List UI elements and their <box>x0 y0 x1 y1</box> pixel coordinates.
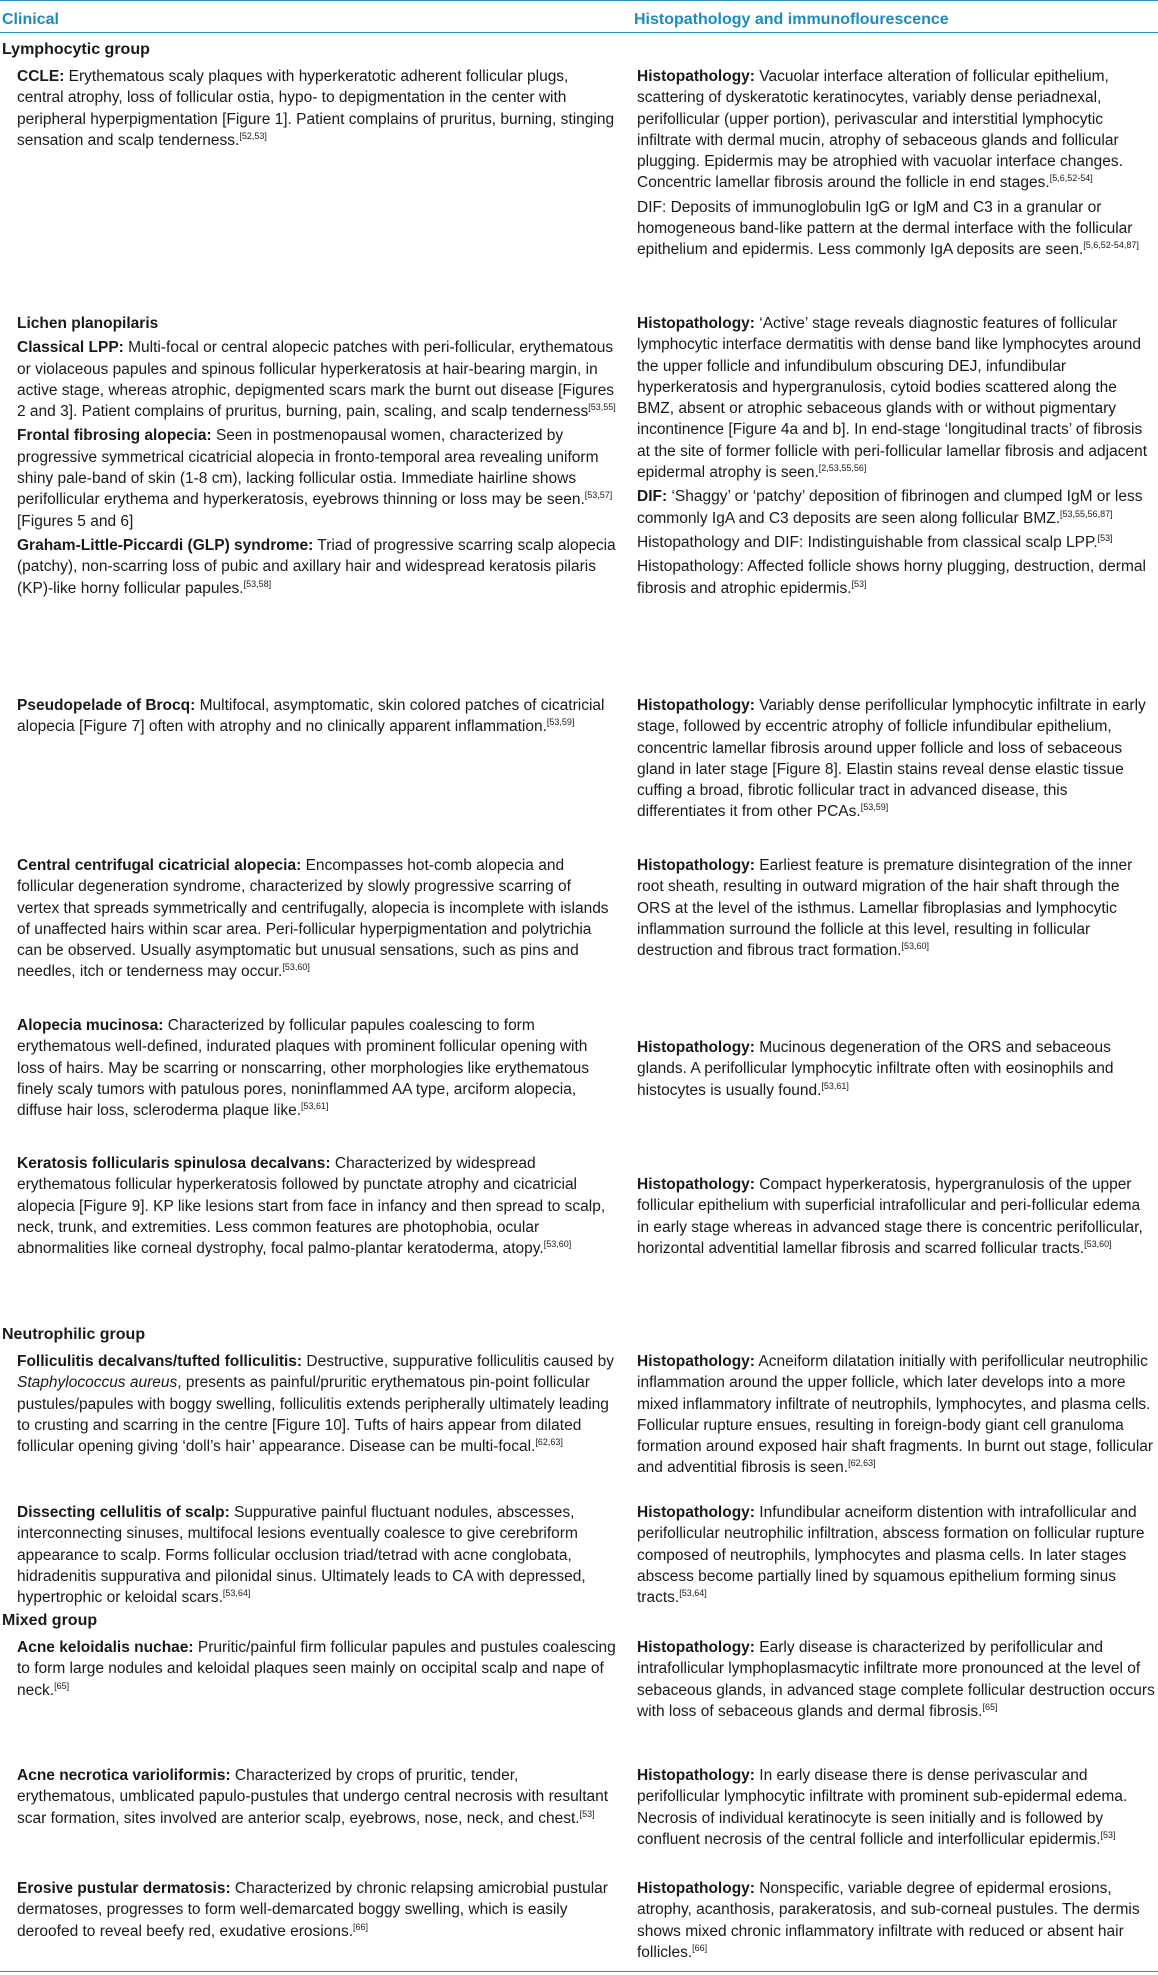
clinical-paragraph <box>17 1502 617 1608</box>
citation-ref: [53,58] <box>243 578 272 589</box>
term-label: Erosive pustular dermatosis: <box>17 1880 231 1897</box>
term-label: CCLE: <box>17 68 65 85</box>
histo-paragraph <box>637 1878 1156 1963</box>
row-dissecting-cellulitis-histo <box>637 1502 1156 1608</box>
row-ccle-clinical <box>17 66 617 151</box>
histo-paragraph <box>637 197 1156 261</box>
term-label: Acne necrotica varioliformis: <box>17 1767 231 1784</box>
clinical-paragraph <box>17 425 617 531</box>
row-akn-histo <box>637 1637 1156 1722</box>
description-text: Acneiform dilatation initially with perifollicular neutrophilic inflammation around the upper follicle, which later develops into a more mixed inflammatory infiltrate of neutrophils, lymphocytes, and plasma cells. Follicular rupture ensues, resulting in foreign-body giant cell granuloma formation around exposed hair shaft fragments. In burnt out stage, follicular and adventitial fibrosis is seen. <box>637 1353 1154 1477</box>
description-text: Characterized by crops of pruritic, tender, erythematous, umblicated papulo-pustules that undergo central necrosis with resultant scar formation, sites involved are anterior scalp, eyebrows, nose, neck, and chest. <box>17 1767 609 1827</box>
citation-ref: [65] <box>982 1701 998 1712</box>
histo-paragraph <box>637 1037 1156 1101</box>
row-alopecia-mucinosa-clinical <box>17 1015 617 1121</box>
histo-paragraph <box>637 1502 1156 1608</box>
row-lpp-clinical <box>17 313 617 599</box>
clinical-paragraph <box>17 1637 617 1701</box>
row-kfsd-histo <box>637 1174 1156 1259</box>
term-label: Histopathology: <box>637 1353 755 1370</box>
histo-paragraph <box>637 1637 1156 1722</box>
description-text: Compact hyperkeratosis, hypergranulosis of the upper follicular epithelium with superficial intrafollicular and peri-follicular edema in early stage whereas in advanced stage there is concentric perifollicular, horizontal adventitial lamellar fibrosis and scarred follicular tracts. <box>637 1176 1143 1257</box>
histo-paragraph <box>637 1765 1156 1850</box>
term-label: Pseudopelade of Brocq: <box>17 697 196 714</box>
clinical-paragraph <box>17 535 617 599</box>
description-text: Characterized by chronic relapsing amicrobial pustular dermatoses, progresses to form well-demarcated boggy swelling, which is easily deroofed to reveal beefy red, exudative erosions. <box>17 1880 608 1940</box>
term-label: Central centrifugal cicatricial alopecia: <box>17 857 302 874</box>
citation-ref: [53] <box>579 1808 595 1819</box>
group-heading-neutrophilic: Neutrophilic group <box>2 1326 146 1343</box>
row-pseudopelade-histo <box>637 695 1156 823</box>
row-folliculitis-decalvans-clinical <box>17 1351 617 1457</box>
term-label: Folliculitis decalvans/tufted folliculitis: <box>17 1353 303 1370</box>
term-label: Histopathology: <box>637 1639 755 1656</box>
clinical-paragraph <box>17 1153 617 1259</box>
histo-paragraph <box>637 1174 1156 1259</box>
citation-ref: [53,64] <box>679 1588 707 1599</box>
clinical-paragraph <box>17 1015 617 1121</box>
citation-ref: [52,53] <box>239 130 267 141</box>
citation-ref: [53,61] <box>301 1101 329 1112</box>
table-bottom-rule <box>0 1971 1158 1972</box>
citation-ref: [53,55] <box>588 402 616 413</box>
description-text: Histopathology and DIF: Indistinguishable from classical scalp LPP. <box>637 533 1098 551</box>
description-text: Pruritic/painful firm follicular papules and pustules coalescing to form large nodules and keloidal plaques seen mainly on occipital scalp and nape of neck. <box>17 1639 616 1699</box>
citation-ref: [5,6,52-54] <box>1049 173 1093 184</box>
description-text: In early disease there is dense perivascular and perifollicular lymphocytic infiltrate with prominent sub-epidermal edema. Necrosis of individual keratinocyte is seen initially and is followed by confluent necrosis of the central follicle and interfollicular epidermis. <box>637 1767 1128 1848</box>
citation-ref: [65] <box>54 1680 70 1691</box>
term-label: Histopathology: <box>637 1880 755 1897</box>
row-cccа-clinical <box>17 855 617 983</box>
clinical-paragraph <box>17 1351 617 1457</box>
description-text: , presents as painful/pruritic erythematous pin-point follicular pustules/papules with boggy swelling, folliculitis extends peripherally ultimately leading to crusting and scarring in the centre [Figure 10]. Tufts of hairs appear from dilated follicular opening giving ‘doll’s hair’ appearance. Disease can be multi-focal. <box>17 1374 609 1456</box>
citation-ref: [5,6,52-54,87] <box>1083 240 1139 251</box>
description-text: Seen in postmenopausal women, characterized by progressive symmetrical cicatricial alopecia in fronto-temporal area revealing uniform shiny pale-band of skin (1-8 cm), lacking follicular ostia. Immediate hairline shows perifollicular erythema and hyperkeratosis, eyebrows thinning or loss may be seen. <box>17 427 599 509</box>
citation-ref: [53,61] <box>821 1080 849 1091</box>
citation-ref: [53,59] <box>546 717 575 728</box>
histo-paragraph <box>637 695 1156 823</box>
description-text: Mucinous degeneration of the ORS and sebaceous glands. A perifollicular lymphocytic infiltrate often with eosinophils and histocytes is usually found. <box>637 1039 1114 1099</box>
term-label: Graham-Little-Piccardi (GLP) syndrome: <box>17 536 314 554</box>
term-label: Histopathology: <box>637 1176 755 1193</box>
row-folliculitis-decalvans-histo <box>637 1351 1156 1479</box>
term-label: Histopathology: <box>637 697 755 714</box>
organism-name: Staphylococcus aureus <box>17 1374 178 1392</box>
col-header-clinical: Clinical <box>2 11 59 28</box>
citation-ref: [53] <box>851 578 867 589</box>
histo-paragraph <box>637 313 1156 483</box>
description-text: Erythematous scaly plaques with hyperkeratotic adherent follicular plugs, central atrophy, loss of follicular ostia, hypo- to depigmentation in the center with peripheral hyperpigmentation [Figure 1]. Patient complains of pruritus, burning, stinging sensation and scalp tenderness. <box>17 68 615 149</box>
term-label: Lichen planopilaris <box>17 315 159 332</box>
description-text: Triad of progressive scarring scalp alopecia (patchy), non-scarring loss of pubic and axillary hair and widespread keratosis pilaris (KP)-like horny follicular papules. <box>17 536 616 597</box>
term-label: Histopathology: <box>637 68 755 85</box>
term-label: Keratosis follicularis spinulosa decalvans: <box>17 1155 331 1172</box>
group-heading-mixed: Mixed group <box>2 1612 98 1629</box>
citation-ref: [53,59] <box>860 802 889 813</box>
description-text: ‘Active’ stage reveals diagnostic features of follicular lymphocytic interface dermatitis with dense band like lymphocytes around the upper follicle and infundibulum obscuring DEJ, infundibular hyperkeratosis and hypergranulosis, cytoid bodies scattered along the BMZ, absent or atrophic sebaceous glands with or without pigmentary incontinence [Figure 4a and b]. In end-stage ‘longitudinal tracts’ of fibrosis at the site of former follicle with peri-follicular lamellar fibrosis and adjacent epidermal atrophy is seen. <box>637 315 1147 482</box>
citation-ref: [2,53,55,56] <box>818 462 867 473</box>
figure-ref: [Figures 5 and 6] <box>17 512 134 530</box>
description-text: Vacuolar interface alteration of follicular epithelium, scattering of dyskeratotic keratinocytes, variably dense periadnexal, perifollicular (upper portion), perivascular and interstitial lymphocytic infiltrate with dermal mucin, atrophy of sebaceous glands and follicular plugging. Epidermis may be atrophied with vacuolar interface changes. Concentric lamellar fibrosis around the follicle in end stages. <box>637 68 1123 192</box>
description-text: Characterized by follicular papules coalescing to form erythematous well-defined, indurated plaques with prominent follicular opening with loss of hairs. May be scarring or nonscarring, other morphologies like erythematous finely scaly tumors with patulous pores, noninflammed AA type, arciform alopecia, diffuse hair loss, scleroderma plaque like. <box>17 1017 590 1120</box>
description-text: Encompasses hot-comb alopecia and follicular degeneration syndrome, characterized by slowly progressive scarring of vertex that spreads symmetrically and centrifugally, alopecia is incomplete with islands of unaffected hairs within scar area. Peri-follicular hyperpigmentation and polytrichia can be observed. Usually asymptomatic but unusual sensations, such as pins and needles, itch or tenderness may occur. <box>17 857 609 981</box>
clinical-paragraph <box>17 337 617 422</box>
term-label: Classical LPP: <box>17 339 124 357</box>
term-label: DIF: <box>637 488 668 506</box>
row-akn-clinical <box>17 1637 617 1701</box>
clinical-paragraph <box>17 695 617 738</box>
citation-ref: [53,57] <box>584 490 613 501</box>
term-label: Acne keloidalis nuchae: <box>17 1639 194 1656</box>
description-text: Multifocal, asymptomatic, skin colored patches of cicatricial alopecia [Figure 7] often with atrophy and no clinically apparent inflammation. <box>17 697 605 736</box>
table-header <box>0 0 1158 33</box>
col-header-histopathology: Histopathology and immunoflourescence <box>634 11 949 28</box>
histo-paragraph <box>637 486 1156 529</box>
citation-ref: [53,55,56,87] <box>1060 508 1113 519</box>
clinical-paragraph <box>17 1878 617 1942</box>
description-text: Suppurative painful fluctuant nodules, abscesses, interconnecting sinuses, multifocal lesions eventually coalesce to give cerebriform appearance to scalp. Forms follicular occlusion triad/tetrad with acne conglobata, hidradenitis suppurativa and pilonidal sinus. Ultimately leads to CA with depressed, hypertrophic or keloidal scars. <box>17 1504 586 1607</box>
citation-ref: [53,60] <box>282 962 310 973</box>
citation-ref: [53,60] <box>901 941 930 952</box>
row-anv-clinical <box>17 1765 617 1829</box>
term-label: Histopathology: <box>637 1039 755 1056</box>
group-heading-lymphocytic: Lymphocytic group <box>2 41 150 58</box>
term-label: Dissecting cellulitis of scalp: <box>17 1504 230 1521</box>
description-text: Histopathology: Affected follicle shows horny plugging, destruction, dermal fibrosis and atrophic epidermis. <box>637 558 1146 597</box>
citation-ref: [53,60] <box>543 1239 572 1250</box>
description-text: Early disease is characterized by perifollicular and intrafollicular lymphoplasmacytic infiltrate more pronounced at the level of sebaceous glands, in advanced stage complete follicular destruction occurs with loss of sebaceous glands and dermal fibrosis. <box>637 1639 1155 1720</box>
description-text: DIF: Deposits of immunoglobulin IgG or IgM and C3 in a granular or homogeneous band-like pattern at the dermal interface with the follicular epithelium and epidermis. Less commonly IgA deposits are seen. <box>637 198 1133 259</box>
row-lpp-histo <box>637 313 1156 599</box>
row-pseudopelade-clinical <box>17 695 617 738</box>
citation-ref: [66] <box>692 1942 708 1953</box>
citation-ref: [62,63] <box>848 1458 876 1469</box>
term-label: Histopathology: <box>637 315 755 332</box>
histo-paragraph <box>637 855 1156 961</box>
description-text: ‘Shaggy’ or ‘patchy’ deposition of fibrinogen and clumped IgM or less commonly IgA and C3 deposits are seen along follicular BMZ. <box>637 488 1143 527</box>
row-ccle-histo <box>637 66 1156 261</box>
term-label: Histopathology: <box>637 1504 755 1521</box>
description-text: Nonspecific, variable degree of epidermal erosions, atrophy, acanthosis, parakeratosis, and sub-corneal pustules. The dermis shows mixed chronic inflammatory infiltrate with reduced or absent hair follicles. <box>637 1880 1140 1961</box>
description-text: Infundibular acneiform distention with intrafollicular and perifollicular neutrophilic infiltration, abscess formation on follicular rupture composed of neutrophils, lymphocytes and plasma cells. In later stages abscess become partially lined by squamous epithelium forming sinus tracts. <box>637 1504 1145 1607</box>
row-epd-clinical <box>17 1878 617 1942</box>
citation-ref: [53] <box>1100 1829 1116 1840</box>
clinical-paragraph <box>17 313 617 334</box>
description-text: Multi-focal or central alopecic patches with peri-follicular, erythematous or violaceous papules and spinous follicular hyperkeratosis at hair-bearing margin, in active stage, whereas atrophic, depigmented scars mark the burnt out disease [Figures 2 and 3]. Patient complains of pruritus, burning, pain, scaling, and scalp tenderness <box>17 339 615 421</box>
row-anv-histo <box>637 1765 1156 1850</box>
citation-ref: [66] <box>353 1921 369 1932</box>
description-text: Earliest feature is premature disintegration of the inner root sheath, resulting in outward migration of the hair shaft through the ORS at the level of the isthmus. Lamellar fibroplasias and lymphocytic inflammation surround the follicle at this level, resulting in follicular destruction and fibrous tract formation. <box>637 857 1133 960</box>
histo-paragraph <box>637 66 1156 194</box>
citation-ref: [53,60] <box>1084 1238 1112 1249</box>
citation-ref: [62,63] <box>535 1437 563 1448</box>
row-kfsd-clinical <box>17 1153 617 1259</box>
term-label: Alopecia mucinosa: <box>17 1017 164 1034</box>
clinical-paragraph <box>17 1765 617 1829</box>
histo-paragraph <box>637 556 1156 599</box>
description-text: Destructive, suppurative folliculitis caused by <box>302 1353 614 1370</box>
term-label: Histopathology: <box>637 1767 755 1784</box>
row-dissecting-cellulitis-clinical <box>17 1502 617 1608</box>
clinical-paragraph <box>17 855 617 983</box>
term-label: Frontal fibrosing alopecia: <box>17 427 212 445</box>
row-epd-histo <box>637 1878 1156 1963</box>
histo-paragraph <box>637 532 1156 553</box>
histo-paragraph <box>637 1351 1156 1479</box>
clinical-paragraph <box>17 66 617 151</box>
citation-ref: [53,64] <box>222 1588 251 1599</box>
row-ccca-histo <box>637 855 1156 961</box>
description-text: Characterized by widespread erythematous follicular hyperkeratosis followed by punctate atrophy and cicatricial alopecia [Figure 9]. KP like lesions start from face in infancy and then spread to scalp, neck, trunk, and extremities. Less common features are photophobia, ocular abnormalities like corneal dystrophy, focal palmo-plantar keratoderma, atopy. <box>17 1155 606 1258</box>
row-alopecia-mucinosa-histo <box>637 1037 1156 1101</box>
term-label: Histopathology: <box>637 857 755 874</box>
citation-ref: [53] <box>1097 532 1113 543</box>
description-text: Variably dense perifollicular lymphocytic infiltrate in early stage, followed by eccentric atrophy of follicle infundibular epithelium, concentric lamellar fibrosis around upper follicle and loss of sebaceous gland in later stage [Figure 8]. Elastin stains reveal dense elastic tissue cuffing a broad, fibrotic follicular tract in advanced disease, this differentiates it from other PCAs. <box>637 697 1146 821</box>
